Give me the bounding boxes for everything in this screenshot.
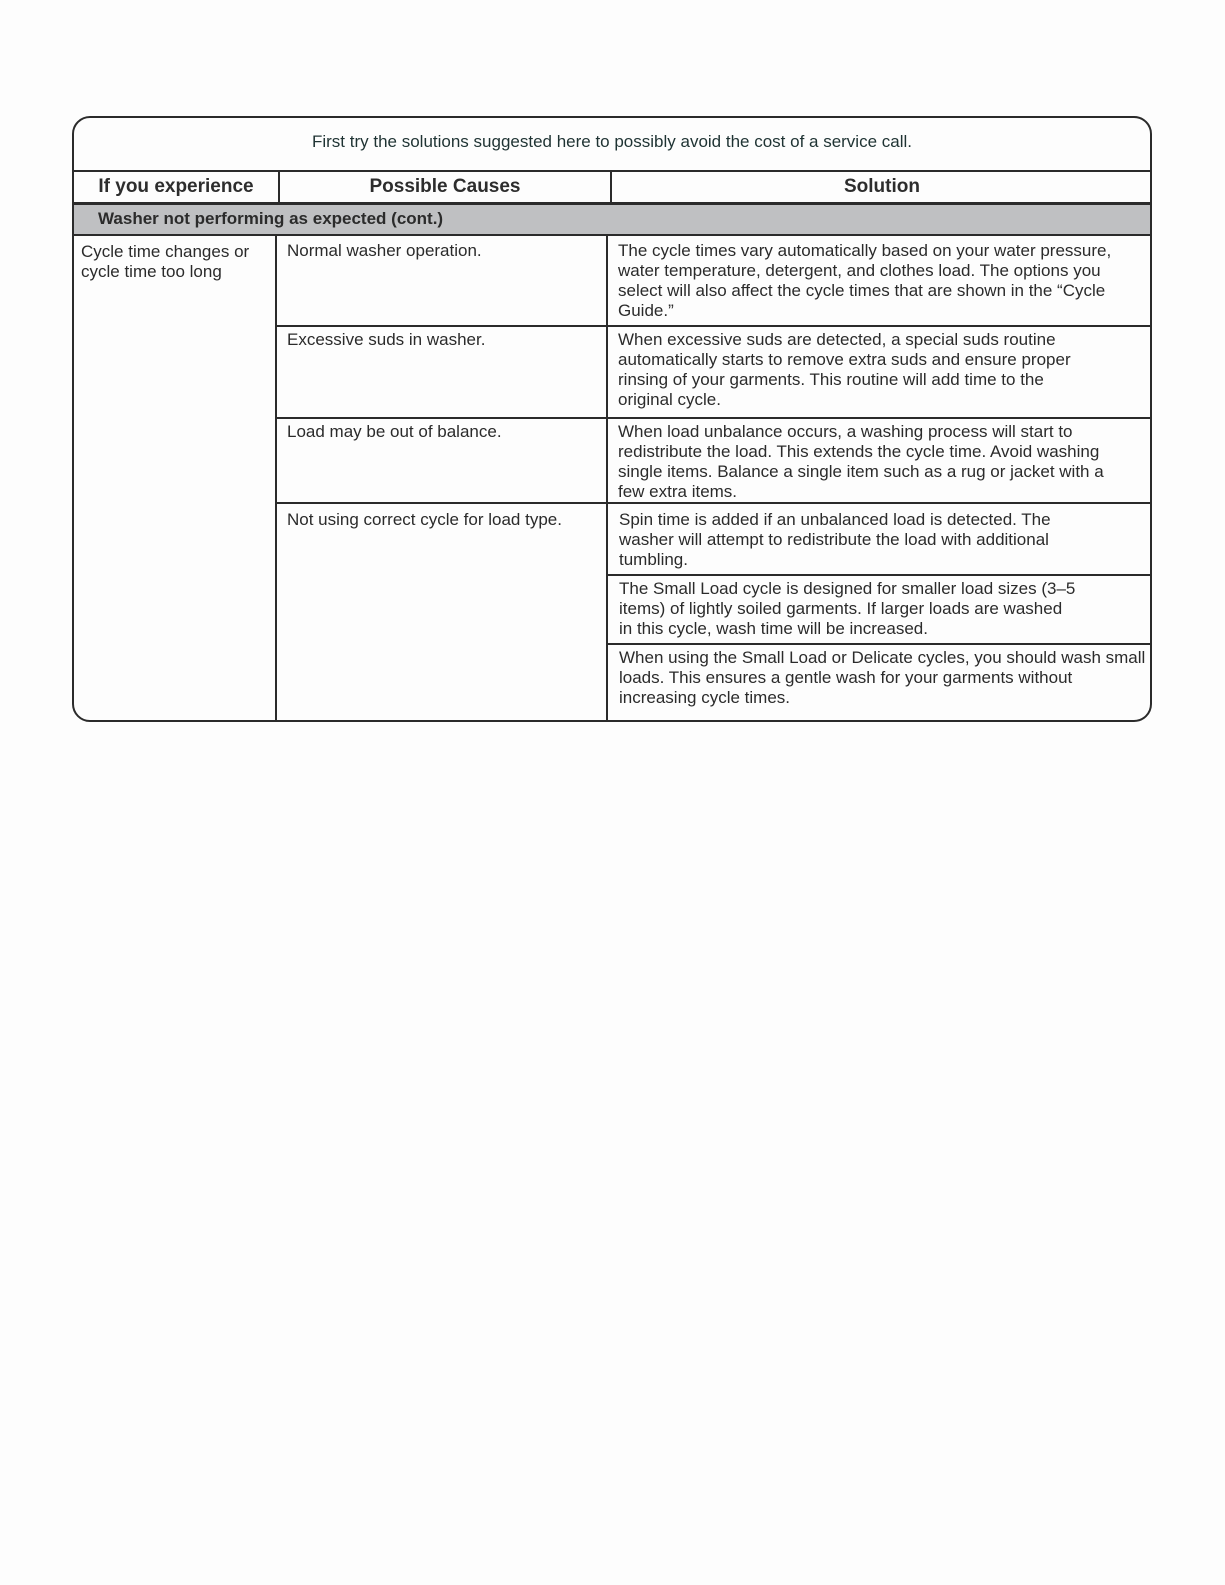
troubleshooting-table — [72, 116, 1152, 722]
header-if-you-experience: If you experience — [74, 172, 280, 202]
problem-cell: Cycle time changes or cycle time too long — [81, 242, 250, 281]
intro-text: First try the solutions suggested here to possibly avoid the cost of a service call. — [74, 118, 1150, 172]
solution-cell: Spin time is added if an unbalanced load is detected. The washer will attempt to redistribute the load with additional tumbling. — [619, 510, 1051, 569]
solution-cell: The cycle times vary automatically based on your water pressure, water temperature, detergent, and clothes load. The options you select will also affect the cycle times that are shown in the “Cycle Guide.” — [618, 241, 1112, 320]
solution-cell: When load unbalance occurs, a washing process will start to redistribute the load. This extends the cycle time. Avoid washing single items. Balance a single item such as a rug or jacket with a few extra items. — [618, 422, 1104, 501]
row-divider — [606, 574, 1152, 576]
row-divider — [275, 325, 1152, 327]
cause-cell: Load may be out of balance. — [287, 422, 502, 441]
cause-cell: Not using correct cycle for load type. — [287, 510, 562, 529]
header-possible-causes: Possible Causes — [280, 172, 612, 202]
solution-cell: When using the Small Load or Delicate cycles, you should wash small loads. This ensures a gentle wash for your garments without increasing cycle times. — [619, 648, 1146, 707]
section-heading: Washer not performing as expected (cont.) — [74, 202, 1150, 236]
cause-cell: Normal washer operation. — [287, 241, 482, 260]
column-divider — [606, 236, 608, 722]
cause-cell: Excessive suds in washer. — [287, 330, 486, 349]
header-solution: Solution — [844, 176, 920, 197]
row-divider — [275, 417, 1152, 419]
column-divider — [275, 236, 277, 722]
solution-cell: The Small Load cycle is designed for smaller load sizes (3–5 items) of lightly soiled garments. If larger loads are washed in this cycle, wash time will be increased. — [619, 579, 1076, 638]
row-divider — [606, 643, 1152, 645]
solution-cell: When excessive suds are detected, a special suds routine automatically starts to remove extra suds and ensure proper rinsing of your garments. This routine will add time to the original cycle. — [618, 330, 1071, 409]
row-divider — [275, 502, 1152, 504]
